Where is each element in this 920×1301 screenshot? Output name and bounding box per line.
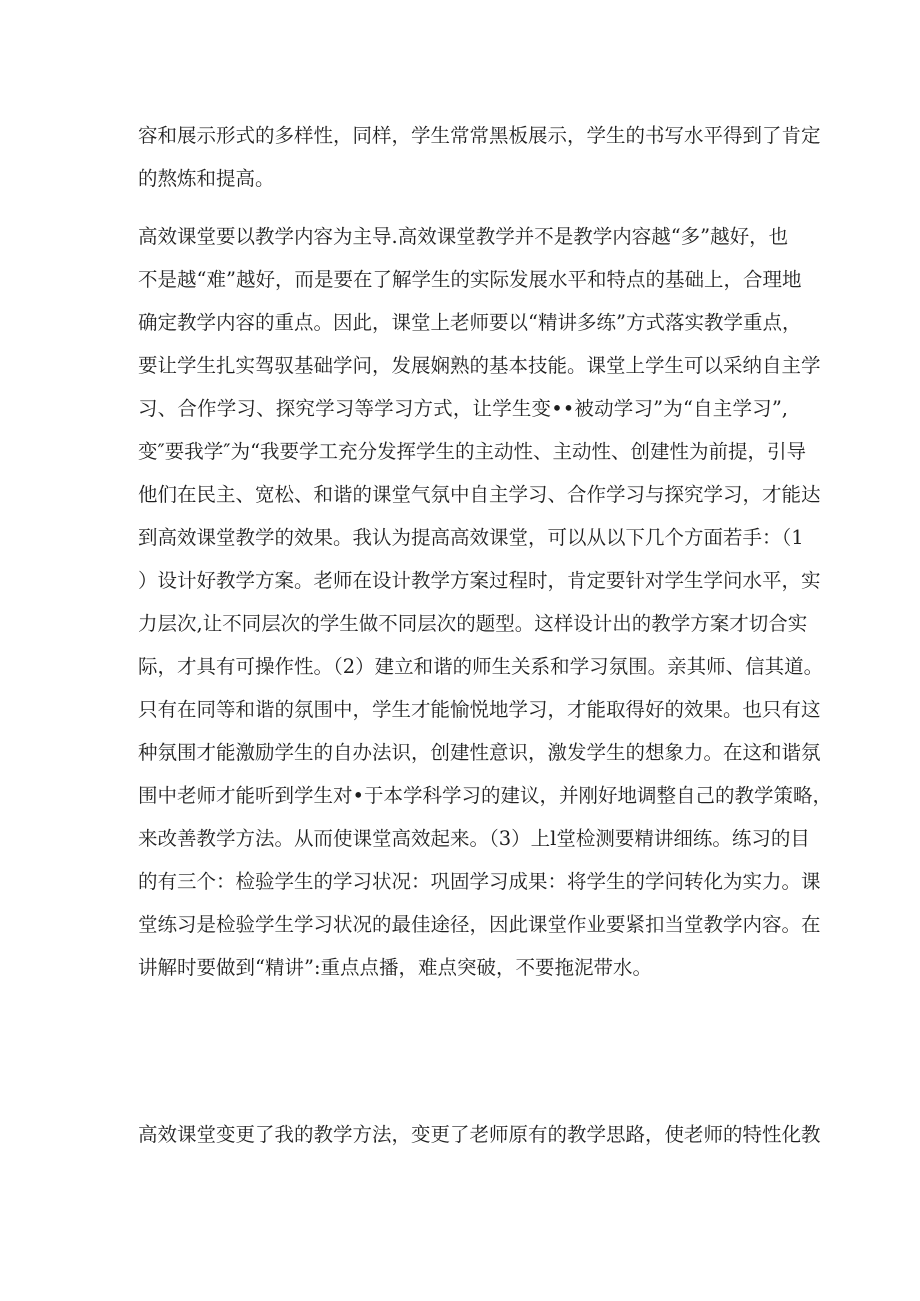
text-line: 变″要我学″为“我要学工充分发挥学生的主动性、主动性、创建性为前提，引导 (138, 440, 807, 463)
text-line: ）设计好教学方案。老师在设计教学方案过程时，肯定要针对学生学问水平，实 (138, 569, 821, 592)
text-line: 高效课堂要以教学内容为主导.高效课堂教学并不是教学内容越“多”越好，也 (138, 225, 789, 248)
text-line: 围中老师才能听到学生对•于本学科学习的建议，并刚好地调整自己的教学策略， (138, 784, 833, 807)
text-line: 讲解时要做到“精讲”:重点点播，难点突破，不要拖泥带水。 (138, 956, 653, 979)
paragraph-2 (138, 215, 833, 989)
text-line: 力层次,让不同层次的学生做不同层次的题型。这样设计出的教学方案才切合实 (138, 612, 808, 635)
text-line: 的有三个：检验学生的学习状况：巩固学习成果：将学生的学问转化为实力。课 (138, 870, 821, 893)
text-line: 种氛围才能激励学生的自办法识，创建性意识，激发学生的想象力。在这和谐氛 (138, 741, 821, 764)
text-line: 际，才具有可操作性。（2）建立和谐的师生关系和学习氛围。亲其师、信其道。 (138, 655, 824, 678)
text-line: 高效课堂变更了我的教学方法，变更了老师原有的教学思路，使老师的特性化教 (138, 1123, 821, 1146)
paragraph-3 (138, 1113, 821, 1156)
text-line: 容和展示形式的多样性，同样，学生常常黑板展示，学生的书写水平得到了肯定 (138, 124, 821, 147)
text-line: 不是越“难”越好，而是要在了解学生的实际发展水平和特点的基础上，合理地 (138, 268, 802, 291)
text-line: 确定教学内容的重点。因此，课堂上老师要以“精讲多练”方式落实教学重点， (138, 311, 802, 334)
text-line: 的熬炼和提高。 (138, 167, 275, 190)
text-line: 只有在同等和谐的氛围中，学生才能愉悦地学习，才能取得好的效果。也只有这 (138, 698, 821, 721)
text-line: 要让学生扎实驾驭基础学问，发展娴熟的基本技能。课堂上学生可以采纳自主学 (138, 354, 821, 377)
text-line: 堂练习是检验学生学习状况的最佳途径，因此课堂作业要紧扣当堂教学内容。在 (138, 913, 821, 936)
text-line: 习、合作学习、探究学习等学习方式，让学生变••被动学习”为“自主学习”, (138, 397, 788, 420)
paragraph-1 (138, 114, 821, 200)
text-line: 他们在民主、宽松、和谐的课堂气氛中自主学习、合作学习与探究学习，才能达 (138, 483, 821, 506)
text-line: 来改善教学方法。从而使课堂高效起来。（3）上l堂检测要精讲细练。练习的目 (138, 827, 810, 850)
text-line: 到高效课堂教学的效果。我认为提高高效课堂，可以从以下几个方面若手：（1 (138, 526, 804, 549)
